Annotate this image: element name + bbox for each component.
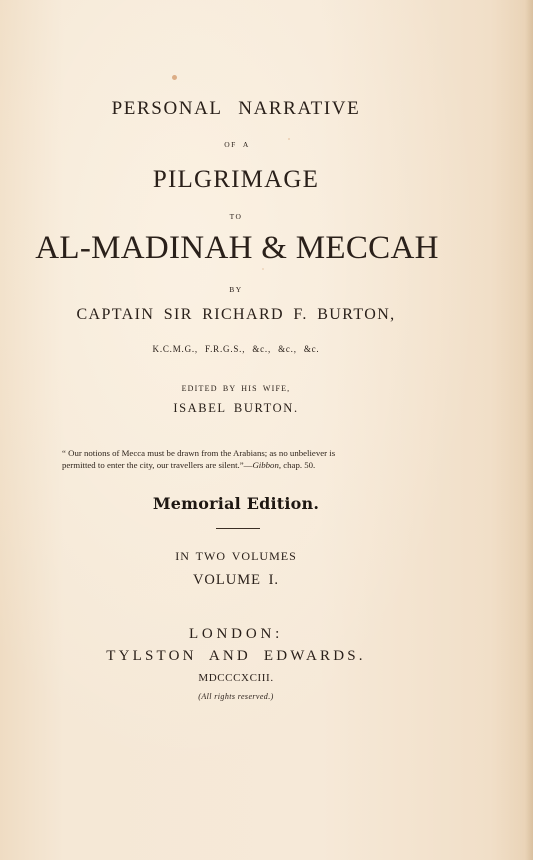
edition-label: Memorial Edition. (152, 494, 320, 513)
epigraph-source: Gibbon (252, 460, 279, 470)
epigraph-text: permitted to enter the city, our travellers are silent.”— (62, 460, 253, 470)
title-line-destination: AL-MADINAH & MECCAH (35, 230, 439, 266)
author-name: CAPTAIN SIR RICHARD F. BURTON, (76, 306, 396, 323)
volumes-count: IN TWO VOLUMES (175, 549, 297, 563)
rights-notice: (All rights reserved.) (198, 692, 274, 701)
imprint-date: MDCCCXCIII. (198, 672, 274, 684)
volume-number: VOLUME I. (192, 572, 280, 588)
title-line-to: TO (229, 212, 243, 221)
epigraph-line-2 (62, 459, 422, 471)
epigraph-line-1: “ Our notions of Mecca must be drawn from the Arabians; as no unbeliever is (62, 448, 336, 458)
title-line-of-a: OF A (224, 140, 250, 149)
title-line-personal-narrative: PERSONAL NARRATIVE (111, 98, 361, 119)
author-honours: K.C.M.G., F.R.G.S., &c., &c., &c. (152, 344, 320, 354)
imprint-publisher: TYLSTON AND EDWARDS. (106, 648, 366, 664)
epigraph-reference: , chap. 50. (278, 460, 316, 470)
page-edge-shadow (525, 0, 533, 860)
edited-by-line: EDITED BY HIS WIFE, (181, 384, 291, 393)
foxing-spot (262, 268, 264, 270)
editor-name: ISABEL BURTON. (173, 401, 299, 415)
title-line-pilgrimage: PILGRIMAGE (152, 166, 320, 193)
foxing-spot (172, 75, 177, 80)
imprint-place: LONDON: (188, 626, 284, 642)
divider-rule (216, 528, 260, 529)
title-line-by: BY (229, 285, 243, 294)
